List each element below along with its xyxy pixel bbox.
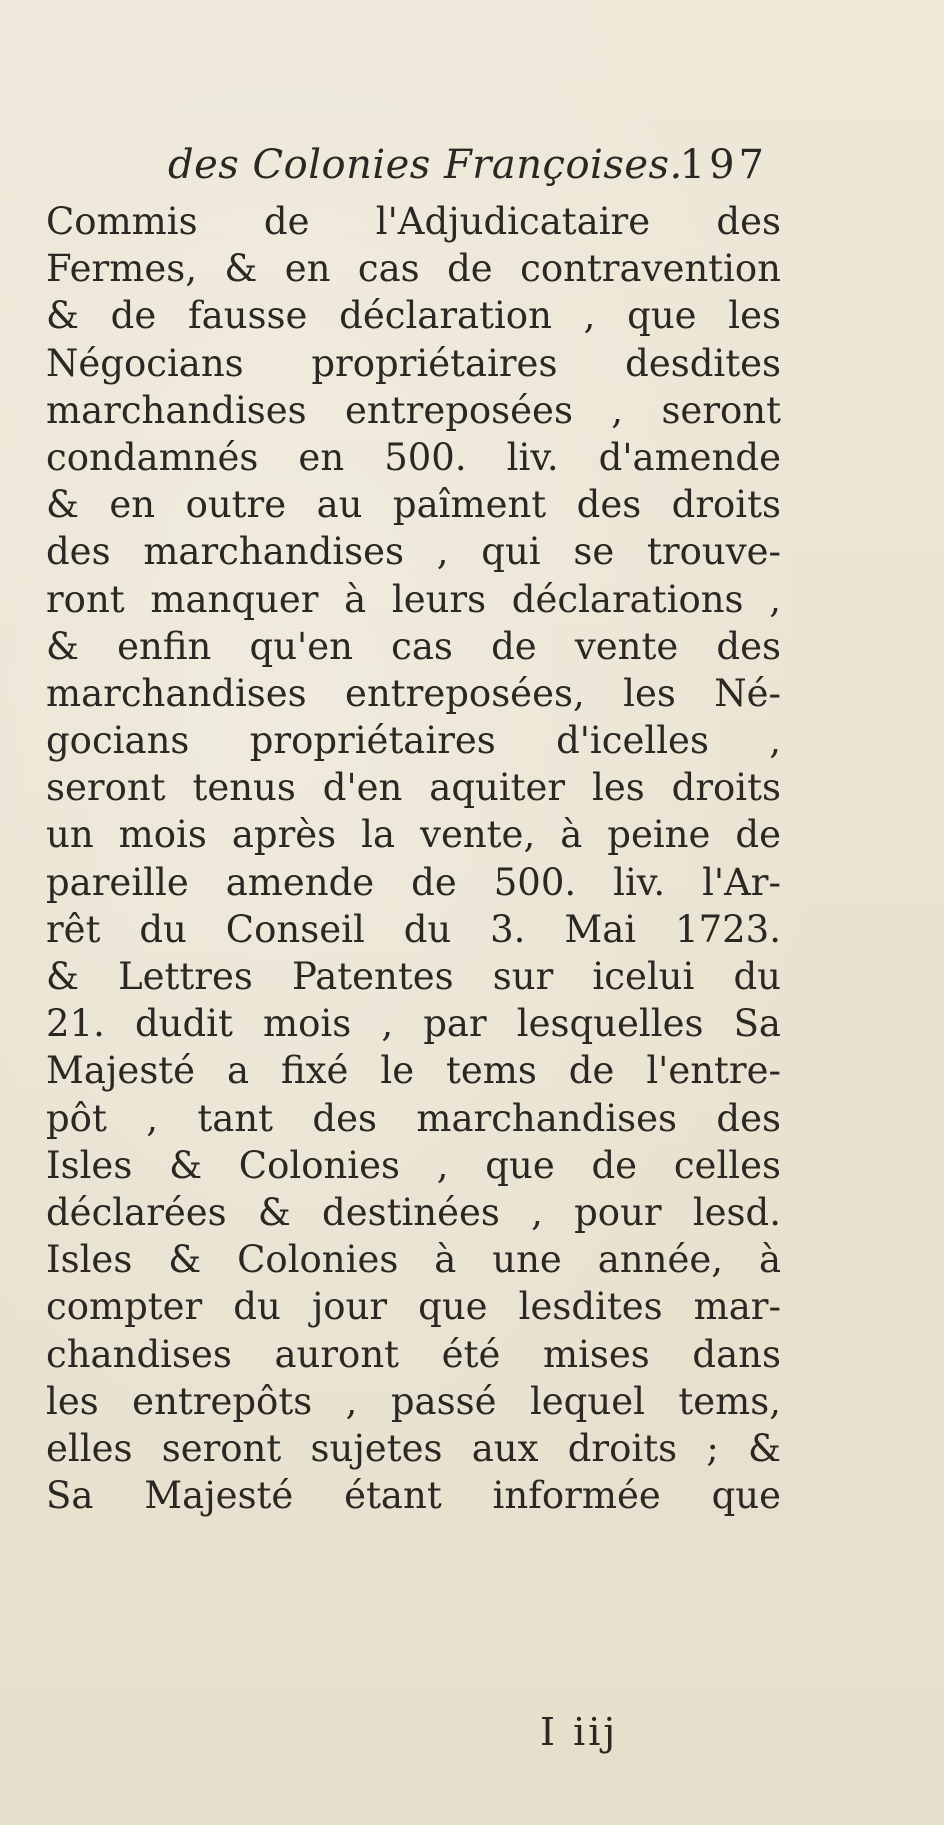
text-line: les entrepôts , passé lequel tems, <box>46 1379 781 1423</box>
text-line: & Lettres Patentes sur icelui du <box>46 955 781 998</box>
text-line: rêt du Conseil du 3. Mai 1723. <box>46 907 781 951</box>
text-line: Négocians propriétaires desdites <box>46 341 781 385</box>
text-line: Isles & Colonies à une année, à <box>46 1238 781 1282</box>
page-number: 197 <box>679 142 768 188</box>
text-line: chandises auront été mises dans <box>46 1332 781 1376</box>
text-line: condamnés en 500. liv. d'amende <box>46 435 781 479</box>
text-line: Sa Majesté étant informée que <box>46 1474 781 1518</box>
text-line: marchandises entreposées, les Né- <box>46 671 781 715</box>
text-line: déclarées & destinées , pour lesd. <box>46 1190 781 1234</box>
text-line: & enfin qu'en cas de vente des <box>46 624 781 668</box>
text-line: pareille amende de 500. liv. l'Ar- <box>46 860 781 904</box>
text-line: un mois après la vente, à peine de <box>46 813 781 857</box>
body-text <box>46 198 781 1519</box>
text-line: elles seront sujetes aux droits ; & <box>46 1426 781 1470</box>
text-line: pôt , tant des marchandises des <box>46 1096 781 1140</box>
text-line: 21. dudit mois , par lesquelles Sa <box>46 1002 781 1046</box>
text-line: des marchandises , qui se trouve- <box>46 530 781 574</box>
text-line: Majesté a fixé le tems de l'entre- <box>46 1049 781 1093</box>
text-line: seront tenus d'en aquiter les droits <box>46 766 781 810</box>
running-title: des Colonies Françoises. <box>168 142 683 188</box>
page-header <box>168 142 768 192</box>
text-line: gocians propriétaires d'icelles , <box>46 719 781 763</box>
text-line: Commis de l'Adjudicataire des <box>46 200 781 243</box>
signature-mark: I iij <box>540 1710 619 1754</box>
text-line: marchandises entreposées , seront <box>46 388 781 432</box>
text-line: ront manquer à leurs déclarations , <box>46 577 781 621</box>
text-line: Isles & Colonies , que de celles <box>46 1143 781 1187</box>
text-line: & de fausse déclaration , que les <box>46 294 781 338</box>
text-line: compter du jour que lesdites mar- <box>46 1285 781 1329</box>
text-line: & en outre au paîment des droits <box>46 483 781 527</box>
text-line: Fermes, & en cas de contravention <box>46 247 781 291</box>
